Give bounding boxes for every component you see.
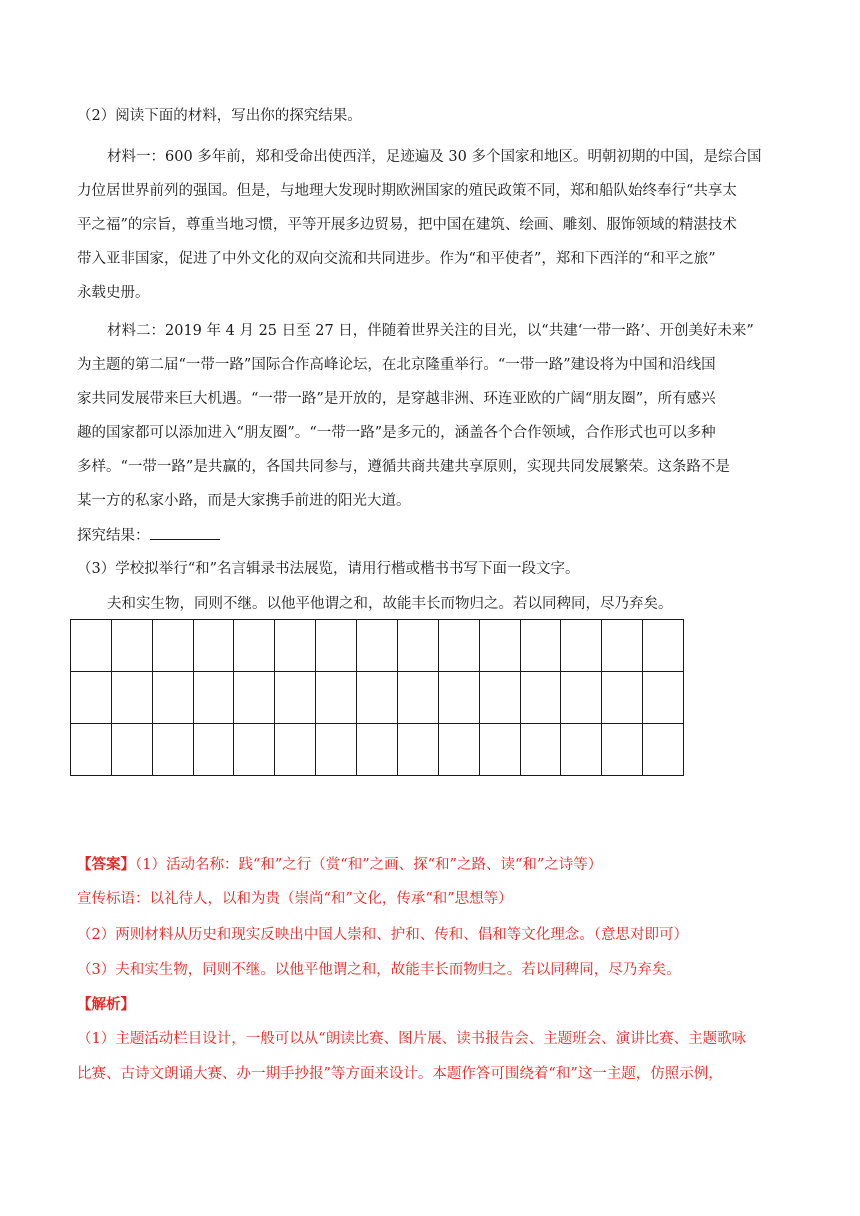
material1-line: 材料一：600 多年前，郑和受命出使西洋，足迹遍及 30 多个国家和地区。明朝初期的中国，是综合国 <box>107 149 762 165</box>
grid-cell[interactable] <box>275 724 316 776</box>
material1-line: 永载史册。 <box>77 285 150 301</box>
grid-cell[interactable] <box>398 724 439 776</box>
grid-cell[interactable] <box>398 620 439 672</box>
material1-line: 平之福”的宗旨，尊重当地习惯，平等开展多边贸易，把中国在建筑、绘画、雕刻、服饰领域的精湛技术 <box>77 217 737 233</box>
grid-cell[interactable] <box>194 724 235 776</box>
grid-cell[interactable] <box>112 620 153 672</box>
grid-cell[interactable] <box>234 724 275 776</box>
grid-cell[interactable] <box>153 724 194 776</box>
material2-line: 某一方的私家小路，而是大家携手前进的阳光大道。 <box>77 493 411 509</box>
material2-line: 多样。“一带一路”是共赢的，各国共同参与，遵循共商共建共享原则，实现共同发展繁荣。这条路不是 <box>77 459 730 475</box>
analysis-tag <box>77 995 783 1015</box>
grid-cell[interactable] <box>521 672 562 724</box>
calligraphy-passage: 夫和实生物，同则不继。以他平他谓之和，故能丰长而物归之。若以同稗同，尽乃弃矣。 <box>107 596 673 612</box>
material2-line: 家共同发展带来巨大机遇。“一带一路”是开放的，是穿越非洲、环连亚欧的广阔“朋友圈”，所有感兴 <box>77 391 716 407</box>
grid-cell[interactable] <box>316 620 357 672</box>
answer-tag: 【答案】 <box>77 856 135 873</box>
analysis-line-1: （1）主题活动栏目设计，一般可以从“朗读比赛、图片展、读书报告会、主题班会、演讲比赛、主题歌咏 <box>77 1031 747 1047</box>
grid-cell[interactable] <box>316 724 357 776</box>
answer-line-1 <box>77 855 783 875</box>
grid-cell[interactable] <box>521 724 562 776</box>
grid-cell[interactable] <box>71 724 112 776</box>
grid-cell[interactable] <box>316 672 357 724</box>
answer-line-4: （3）夫和实生物，同则不继。以他平他谓之和，故能丰长而物归之。若以同稗同，尽乃弃矣。 <box>77 962 681 978</box>
answer-text: （1）活动名称：践“和”之行（赏“和”之画、探“和”之路、读“和”之诗等） <box>135 857 603 873</box>
grid-cell[interactable] <box>71 672 112 724</box>
grid-cell[interactable] <box>194 672 235 724</box>
grid-cell[interactable] <box>234 620 275 672</box>
grid-cell[interactable] <box>561 672 602 724</box>
grid-cell[interactable] <box>643 672 684 724</box>
answer-blank[interactable] <box>150 525 220 540</box>
grid-cell[interactable] <box>194 620 235 672</box>
grid-cell[interactable] <box>357 724 398 776</box>
grid-cell[interactable] <box>439 724 480 776</box>
material1-line: 力位居世界前列的强国。但是，与地理大发现时期欧洲国家的殖民政策不同，郑和船队始终奉行“共享太 <box>77 183 737 199</box>
grid-cell[interactable] <box>275 672 316 724</box>
analysis-tag-text: 【解析】 <box>77 996 135 1013</box>
grid-cell[interactable] <box>357 672 398 724</box>
grid-cell[interactable] <box>153 672 194 724</box>
grid-cell[interactable] <box>357 620 398 672</box>
grid-cell[interactable] <box>480 620 521 672</box>
question2-prompt: （2）阅读下面的材料，写出你的探究结果。 <box>77 108 362 124</box>
material2-line: 材料二：2019 年 4 月 25 日至 27 日，伴随着世界关注的目光，以“共建‘一带一路’、开创美好未来” <box>107 323 754 339</box>
grid-cell[interactable] <box>234 672 275 724</box>
answer-line-2: 宣传标语：以礼待人，以和为贵（崇尚“和”文化，传承“和”思想等） <box>77 891 513 907</box>
grid-cell[interactable] <box>153 620 194 672</box>
analysis-line-2: 比赛、古诗文朗诵大赛、办一期手抄报”等方面来设计。本题作答可围绕着“和”这一主题，仿照示例， <box>77 1066 723 1082</box>
result-line <box>77 525 783 546</box>
grid-cell[interactable] <box>561 724 602 776</box>
grid-cell[interactable] <box>480 672 521 724</box>
grid-cell[interactable] <box>643 620 684 672</box>
grid-cell[interactable] <box>112 672 153 724</box>
writing-grid[interactable] <box>70 619 684 776</box>
grid-cell[interactable] <box>112 724 153 776</box>
answer-line-3: （2）两则材料从历史和现实反映出中国人崇和、护和、传和、倡和等文化理念。（意思对即可） <box>77 927 688 943</box>
grid-cell[interactable] <box>561 620 602 672</box>
grid-cell[interactable] <box>71 620 112 672</box>
grid-cell[interactable] <box>439 620 480 672</box>
material2-line: 为主题的第二届“一带一路”国际合作高峰论坛，在北京隆重举行。“一带一路”建设将为中国和沿线国 <box>77 357 716 373</box>
grid-cell[interactable] <box>439 672 480 724</box>
grid-cell[interactable] <box>602 672 643 724</box>
grid-cell[interactable] <box>398 672 439 724</box>
result-label: 探究结果： <box>77 528 150 544</box>
grid-cell[interactable] <box>275 620 316 672</box>
question3-prompt: （3）学校拟举行“和”名言辑录书法展览，请用行楷或楷书书写下面一段文字。 <box>77 561 580 577</box>
material2-line: 趣的国家都可以添加进入“朋友圈”。“一带一路”是多元的，涵盖各个合作领域，合作形式也可以多种 <box>77 425 716 441</box>
grid-cell[interactable] <box>480 724 521 776</box>
grid-cell[interactable] <box>521 620 562 672</box>
grid-cell[interactable] <box>602 620 643 672</box>
grid-cell[interactable] <box>643 724 684 776</box>
grid-cell[interactable] <box>602 724 643 776</box>
material1-line: 带入亚非国家，促进了中外文化的双向交流和共同进步。作为“和平使者”，郑和下西洋的“和平之旅” <box>77 251 716 267</box>
